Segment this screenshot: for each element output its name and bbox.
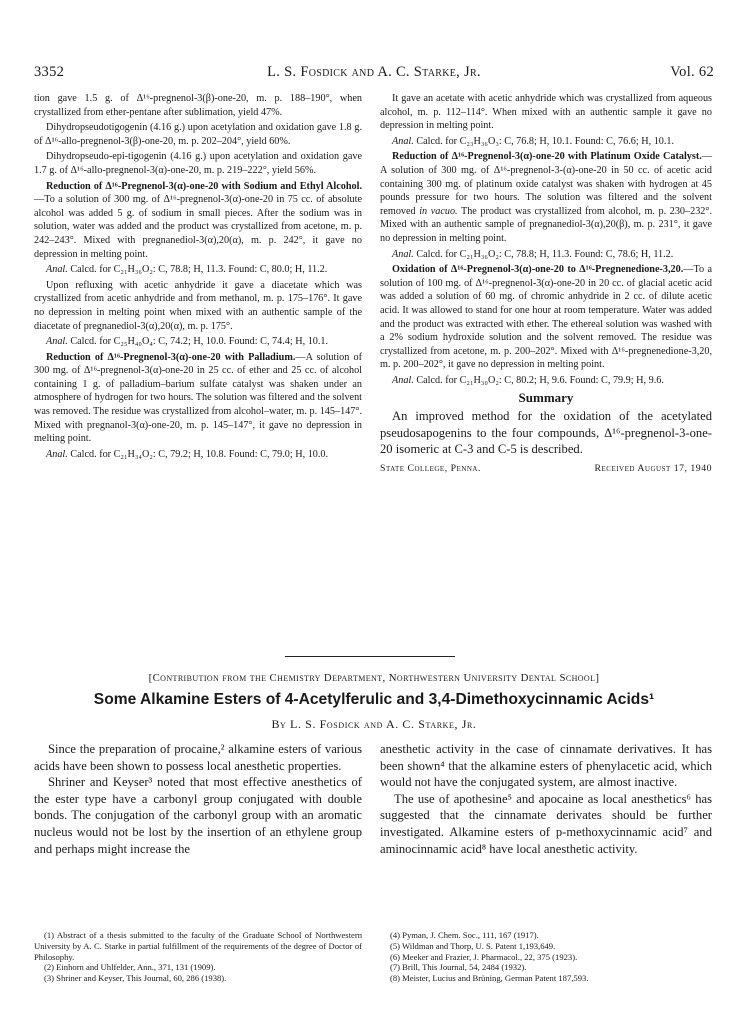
footnote: (6) Meeker and Frazier, J. Pharmacol., 22, 375 (1923).: [390, 951, 578, 962]
anal-label: Anal.: [46, 336, 68, 348]
left-column: [34, 92, 362, 463]
footnotes-right: [380, 930, 712, 984]
analysis-line: [380, 135, 712, 149]
paragraph: Since the preparation of procaine,² alkamine esters of various acids have been shown to possess local anesthetic properties.: [34, 742, 362, 773]
paragraph: Dihydropseudo-epi-tigogenin (4.16 g.) upon acetylation and oxidation gave 1.7 g. of Δ¹⁶-allo-pregnenol-3(α)-one-20, m. p. 219–222°, yield 56%.: [34, 151, 362, 176]
footnotes-left: [34, 930, 362, 984]
anal-label: Anal.: [46, 264, 68, 276]
received-date: Received August 17, 1940: [594, 462, 712, 474]
paragraph: Upon refluxing with acetic anhydride it gave a diacetate which was crystallized from acetic anhydride and from methanol, m. p. 175–176°. It gave no depression in melting point when mixed with an authentic sample of the diacetate of pregnanediol-3(α),20(α), m. p. 175°.: [34, 279, 362, 332]
footnote: (4) Pyman, J. Chem. Soc., 111, 167 (1917).: [390, 930, 539, 940]
analysis-line: [380, 248, 712, 262]
location: State College, Penna.: [380, 462, 481, 474]
section-text: —A solution of 300 mg. of Δ¹⁶-pregnenol-3(α)-one-20 in 25 cc. of ether and 25 cc. of alcohol containing 1 g. of palladium–barium sulfate catalyst was shaken under an atmosphere of hydrogen for two hours. The solution was filtered and the solvent was removed. The residue was crystallized from alcohol–water, m. p. 145–147°. Mixed with pregnanol-3(α)-one-20, m. p. 145–147°, it gave no depression in melting point.: [34, 351, 362, 445]
palladium-reduction-paragraph: [34, 351, 362, 446]
footnote: (7) Brill, This Journal, 54, 2484 (1932).: [390, 962, 527, 973]
page-number: 3352: [34, 64, 65, 80]
sodium-reduction-paragraph: [34, 180, 362, 262]
running-header: [34, 64, 714, 84]
anal-label: Anal.: [392, 248, 414, 260]
paragraph: Shriner and Keyser³ noted that most effective anesthetics of the ester type have a carbonyl group conjugated with double bonds. The conjugation of the carbonyl group with an aromatic nucleus would not be lost by the insertion of an ethylene group and perhaps might increase the: [34, 775, 362, 856]
analysis-line: [380, 374, 712, 388]
analysis-text: Calcd. for C₂₁H₃₀O₂: C, 80.2; H, 9.6. Found: C, 79.9; H, 9.6.: [416, 374, 664, 386]
summary-text: An improved method for the oxidation of the acetylated pseudosapogenins to the four compounds, Δ¹⁶-pregnenol-3-one-20 isomeric at C-3 and C-5 is described.: [380, 409, 712, 457]
section-divider: [285, 656, 455, 657]
paragraph: Dihydropseudotigogenin (4.16 g.) upon acetylation and oxidation gave 1.8 g. of Δ¹⁶-allo-pregnenol-3(β)-one-20, m. p. 202–204°, yield 60%.: [34, 122, 362, 147]
paragraph: The use of apothesine⁵ and apocaine as local anesthetics⁶ has suggested that the cinnamate derivates should be further investigated. Alkamine esters of p-methoxycinnamic acid⁷ and aminocinnamic acid⁸ have local anesthetic activity.: [380, 791, 712, 856]
analysis-text: Calcd. for C₂₃H₃₆O₃: C, 76.8; H, 10.1. Found: C, 76.6; H, 10.1.: [416, 135, 675, 147]
signoff: [380, 462, 712, 476]
summary-heading: Summary: [518, 390, 574, 406]
header-authors: L. S. Fosdick and A. C. Starke, Jr.: [267, 64, 481, 80]
section-heading: Reduction of Δ¹⁶-Pregnenol-3(α)-one-20 with Platinum Oxide Catalyst.: [392, 151, 702, 163]
paragraph: anesthetic activity in the case of cinnamate derivatives. It has been shown⁴ that the alkamine esters of phenylacetic acid, which would not have the conjugated system, are almost inactive.: [380, 742, 712, 790]
footnote: (1) Abstract of a thesis submitted to the faculty of the Graduate School of Northwestern University by A. C. Starke in partial fulfillment of the requirements of the degree of Doctor of Philosophy.: [34, 930, 362, 962]
section-text: —To a solution of 300 mg. of Δ¹⁶-pregnenol-3(α)-one-20 in 75 cc. of absolute alcohol was added 5 g. of sodium in small pieces. After the sodium was in solution, water was added and the product was crystallized from acetone, m. p. 242–243°. Mixed with pregnanediol-3(α),20(α), m. p. 242°, it gave no depression in melting point.: [34, 194, 362, 260]
analysis-text: Calcd. for C₂₅H₄₀O₄: C, 74.2; H, 10.0. Found: C, 74.4; H, 10.1.: [70, 336, 329, 348]
analysis-line: [34, 335, 362, 349]
oxidation-paragraph: [380, 263, 712, 372]
section-heading: Reduction of Δ¹⁶-Pregnenol-3(α)-one-20 with Palladium.: [46, 351, 296, 363]
anal-label: Anal.: [46, 448, 68, 460]
paragraph: tion gave 1.5 g. of Δ¹⁶-pregnenol-3(β)-one-20, m. p. 188–190°, when crystallized from ether-pentane after sublimation, yield 47%.: [34, 93, 362, 118]
paragraph: It gave an acetate with acetic anhydride which was crystallized from aqueous alcohol, m. p. 112–114°. When mixed with an authentic sample it gave no depression in melting point.: [380, 93, 712, 132]
section-text: —To a solution of 100 mg. of Δ¹⁶-pregnenol-3(α)-one-20 in 20 cc. of glacial acetic acid was added a solution of 60 mg. of chromic anhydride in 2 cc. of dilute acetic acid. It was allowed to stand for one hour at room temperature. Water was added and the product was extracted with ether. The ethereal solution was washed with a 2% sodium hydroxide solution and the solvent removed. The residue was crystallized from acetone, m. p. 200–202°. Mixed with Δ¹⁶-pregnenedione-3,20, m. p. 200–202°, it gave no depression in melting point.: [380, 264, 712, 371]
analysis-line: [34, 263, 362, 277]
analysis-text: Calcd. for C₂₁H₃₆O₂: C, 78.8; H, 11.3. Found: C, 78.6; H, 11.2.: [416, 248, 674, 260]
right-column: [380, 92, 712, 476]
article-title: Some Alkamine Esters of 4-Acetylferulic and 3,4-Dimethoxycinnamic Acids¹: [93, 691, 655, 708]
analysis-line: [34, 448, 362, 462]
article-body-left: [34, 741, 362, 857]
section-text: The product was crystallized from alcohol, m. p. 230–232°. Mixed with an authentic sample of pregnanediol-3(α),20(β), m. p. 231°, it gave no depression in melting point.: [380, 205, 713, 244]
volume-number: Vol. 62: [670, 64, 714, 80]
article-body-right: [380, 741, 712, 857]
section-heading: Reduction of Δ¹⁶-Pregnenol-3(α)-one-20 with Sodium and Ethyl Alcohol.: [46, 180, 362, 192]
footnote: (5) Wildman and Thorp, U. S. Patent 1,193,649.: [390, 940, 556, 951]
analysis-text: Calcd. for C₂₁H₃₆O₂: C, 78.8; H, 11.3. Found: C, 80.0; H, 11.2.: [70, 264, 328, 276]
section-text: —A solution of 300 mg. of Δ¹⁶-pregnenol-3-(α)-one-20 in 50 cc. of acetic acid containing 300 mg. of platinum oxide catalyst was shaken with hydrogen at 45 pounds pressure for two hours. The solution was filtered and the solvent removed: [380, 151, 712, 217]
byline: By L. S. Fosdick and A. C. Starke, Jr.: [271, 717, 477, 731]
section-heading: Oxidation of Δ¹⁶-Pregnenol-3(α)-one-20 to Δ¹⁶-Pregnenedione-3,20.: [392, 264, 684, 276]
anal-label: Anal.: [392, 374, 414, 386]
in-vacuo: in vacuo.: [419, 205, 458, 217]
footnote: (2) Einhorn and Uhlfelder, Ann., 371, 131 (1909).: [44, 962, 216, 973]
anal-label: Anal.: [392, 135, 414, 147]
platinum-reduction-paragraph: [380, 150, 712, 245]
footnote: (8) Meister, Lucius and Brüning, German Patent 187,593.: [390, 973, 589, 984]
analysis-text: Calcd. for C₂₁H₃₄O₂: C, 79.2; H, 10.8. Found: C, 79.0; H, 10.0.: [70, 448, 329, 460]
footnote: (3) Shriner and Keyser, This Journal, 60, 286 (1938).: [44, 973, 227, 984]
contribution-line: [Contribution from the Chemistry Department, Northwestern University Dental School]: [148, 672, 600, 684]
